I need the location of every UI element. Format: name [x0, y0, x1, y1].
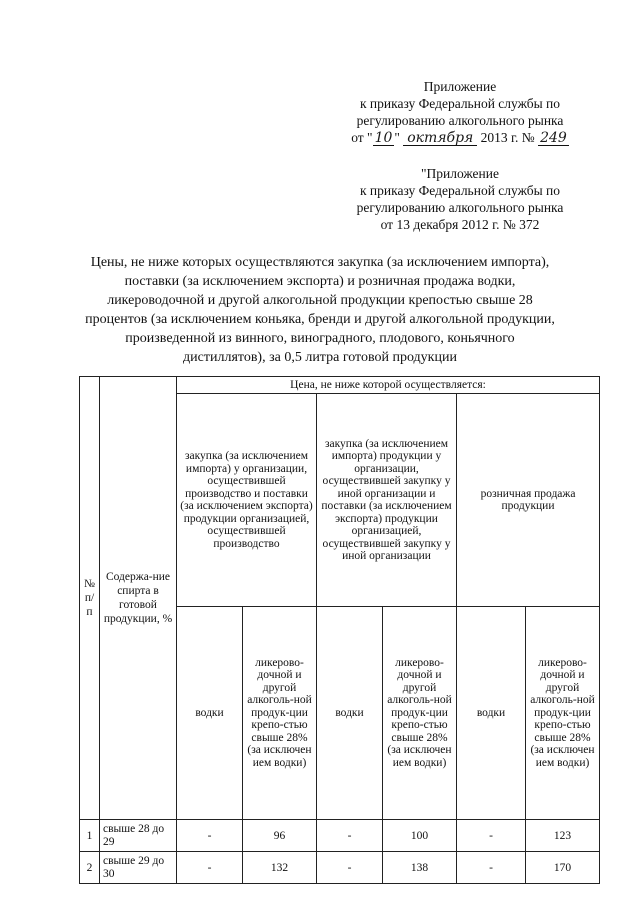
original-appendix-order-ref: к приказу Федеральной службы по: [359, 183, 561, 198]
appendix-order-ref: к приказу Федеральной службы по: [359, 96, 561, 111]
appendix-title: Приложение: [423, 79, 497, 94]
price-table: [79, 376, 600, 884]
handwritten-day: 10: [374, 130, 393, 146]
cell-vodka-producer: -: [177, 852, 243, 884]
group-header-producer-purchase: закупка (за исключением импорта) у организации, осуществившей производство и поставки (за исключением экспорта) продукции организацией, осуществившей производство: [177, 394, 317, 607]
row-number: 2: [80, 852, 100, 884]
subheader-liquor: ликерово-дочной и другой алкоголь-ной продук-ции крепо-стью свыше 28% (за исключен ием водки): [526, 607, 600, 820]
appendix-date-line: от " 10 " октября 2013 г. № 249: [351, 130, 567, 146]
subheader-vodka: водки: [317, 607, 383, 820]
table-row: [80, 820, 600, 852]
row-number: 1: [80, 820, 100, 852]
original-appendix-date: от 13 декабря 2012 г. № 372: [380, 217, 540, 232]
subheader-liquor: ликерово-дочной и другой алкоголь-ной продук-ции крепо-стью свыше 28% (за исключен ием водки): [383, 607, 457, 820]
original-appendix-title: "Приложение: [421, 166, 499, 181]
cell-vodka-retail: -: [457, 820, 526, 852]
cell-liquor-retail: 123: [526, 820, 600, 852]
group-header-reseller-purchase: закупка (за исключением импорта) продукции у организации, осуществившей закупку у иной организации и поставки (за исключением экспорта) продукции организацией, осуществившей закупку у иной организации: [317, 394, 457, 607]
appendix-header: [325, 78, 595, 146]
handwritten-month: октября: [403, 132, 477, 146]
cell-liquor-producer: 132: [243, 852, 317, 884]
group-header-retail: розничная продажа продукции: [457, 394, 600, 607]
title-line: процентов (за исключением коньяка, бренди и другой алкогольной продукции,: [85, 312, 555, 327]
original-appendix-agency: регулированию алкогольного рынка: [356, 200, 564, 215]
cell-vodka-producer: -: [177, 820, 243, 852]
cell-liquor-producer: 96: [243, 820, 317, 852]
original-appendix-header: [325, 165, 595, 233]
table-row: [80, 852, 600, 884]
document-title: [60, 253, 580, 367]
cell-liquor-retail: 170: [526, 852, 600, 884]
handwritten-order-number: 249: [540, 130, 567, 146]
price-header: Цена, не ниже которой осуществляется:: [177, 377, 600, 394]
appendix-agency: регулированию алкогольного рынка: [356, 113, 564, 128]
cell-vodka-reseller: -: [317, 852, 383, 884]
subheader-liquor: ликерово-дочной и другой алкоголь-ной продук-ции крепо-стью свыше 28% (за исключен ием водки): [243, 607, 317, 820]
title-line: поставки (за исключением экспорта) и розничная продажа водки,: [124, 274, 516, 289]
row-range: свыше 28 до 29: [100, 820, 177, 852]
subheader-vodka: водки: [457, 607, 526, 820]
title-line: произведенной из винного, виноградного, плодового, коньячного: [125, 331, 515, 346]
title-line: дистиллятов), за 0,5 литра готовой продукции: [183, 350, 457, 365]
cell-liquor-reseller: 138: [383, 852, 457, 884]
col-header-number: № п/ п: [80, 377, 100, 820]
cell-vodka-retail: -: [457, 852, 526, 884]
title-line: ликероводочной и другой алкогольной продукции крепостью свыше 28: [107, 293, 533, 308]
title-line: Цены, не ниже которых осуществляются закупка (за исключением импорта),: [90, 255, 550, 270]
row-range: свыше 29 до 30: [100, 852, 177, 884]
cell-vodka-reseller: -: [317, 820, 383, 852]
cell-liquor-reseller: 100: [383, 820, 457, 852]
subheader-vodka: водки: [177, 607, 243, 820]
col-header-alcohol-content: Содержа-ние спирта в готовой продукции, %: [100, 377, 177, 820]
